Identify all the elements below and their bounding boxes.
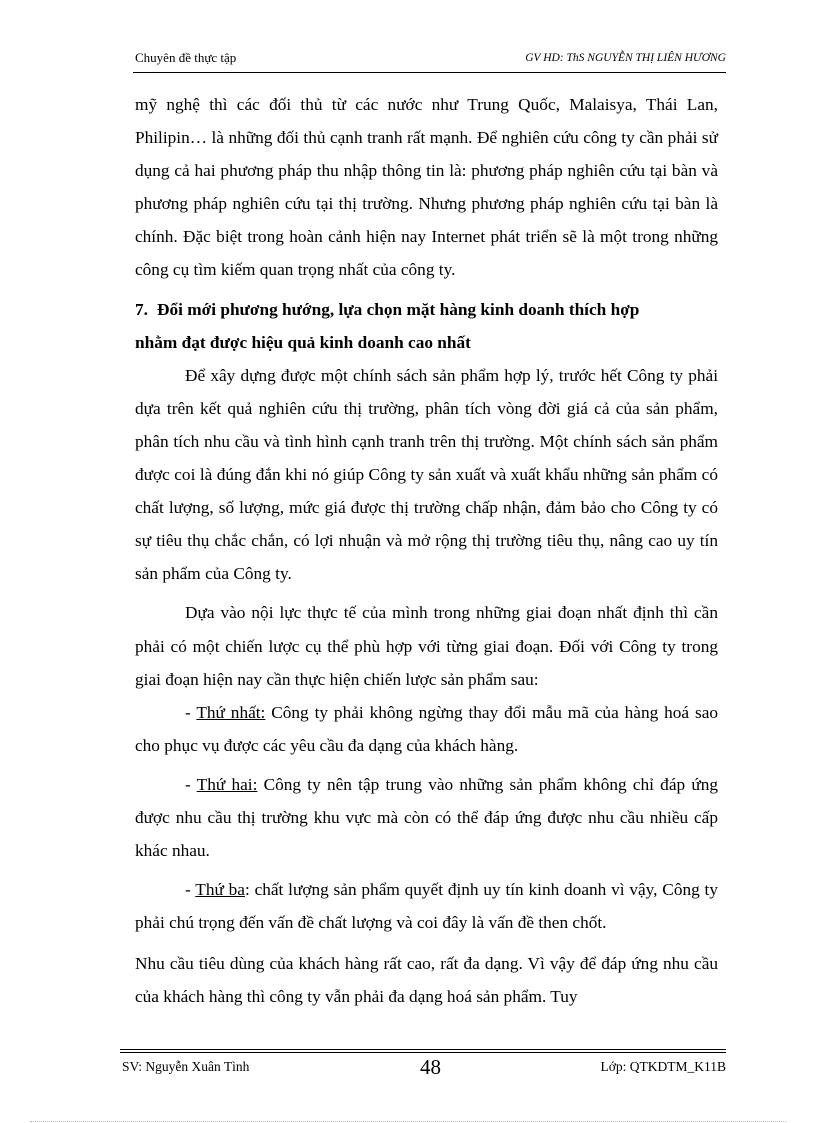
page-bottom-border [30, 1121, 786, 1122]
footer-divider-top [120, 1049, 726, 1050]
list-dash: - [185, 880, 196, 900]
footer-divider-bottom [120, 1052, 726, 1053]
section-heading-line-2: nhằm đạt được hiệu quả kinh doanh cao nhất [135, 332, 471, 352]
page-number: 48 [420, 1055, 441, 1079]
footer-class: Lớp: QTKDTM_K11B [600, 1059, 726, 1074]
list-item-first-label: Thứ nhất: [196, 702, 266, 722]
section-number: 7. [135, 299, 148, 319]
page-header [133, 48, 726, 72]
list-item-second-label: Thứ hai: [196, 774, 258, 794]
paragraph-strategy: Dựa vào nội lực thực tế của mình trong những giai đoạn nhất định thì cần phải có một chiến lược cụ thể phù hợp với từng giai đoạn. Đối với Công ty trong giai đoạn hiện nay cần thực hiện chiến lược sản phẩm sau: [135, 603, 718, 689]
header-divider [133, 72, 726, 73]
list-item-third-text: : chất lượng sản phẩm quyết định uy tín kinh doanh vì vậy, Công ty phải chú trọng đến vấn đề chất lượng và coi đây là vấn đề then chốt. [135, 880, 718, 933]
list-dash: - [185, 774, 197, 794]
page-body [135, 88, 718, 1014]
page-footer [120, 1055, 726, 1085]
section-heading [135, 293, 718, 359]
list-item-third [135, 873, 718, 939]
list-item-second [135, 768, 718, 867]
paragraph-customer-demand: Nhu cầu tiêu dùng của khách hàng rất cao, rất đa dạng. Vì vậy để đáp ứng nhu cầu của khách hàng thì công ty vẫn phải đa dạng hoá sản phẩm. Tuy [135, 954, 718, 1007]
section-heading-line-1: Đổi mới phương hướng, lựa chọn mặt hàng kinh doanh thích hợp [157, 299, 640, 319]
list-item-second-text: Công ty nên tập trung vào những sản phẩm không chỉ đáp ứng được nhu cầu thị trường khu vực mà còn có thể đáp ứng được nhu cầu nhiều cấp khác nhau. [135, 774, 719, 861]
list-item-third-label: Thứ ba [195, 880, 245, 900]
paragraph-product-policy: Để xây dựng được một chính sách sản phẩm hợp lý, trước hết Công ty phải dựa trên kết quả nghiên cứu thị trường, phân tích vòng đời giá cả của sản phẩm, phân tích nhu cầu và tình hình cạnh tranh trên thị trường. Một chính sách sản phẩm được coi là đúng đắn khi nó giúp Công ty sản xuất và xuất khẩu những sản phẩm có chất lượng, số lượng, mức giá được thị trường chấp nhận, đảm bảo cho Công ty có sự tiêu thụ chắc chắn, có lợi nhuận và mở rộng thị trường tiêu thụ, nâng cao uy tín sản phẩm của Công ty. [135, 365, 718, 584]
footer-student-name: SV: Nguyễn Xuân Tình [122, 1059, 250, 1074]
list-item-first-text: Công ty phải không ngừng thay đổi mẫu mã của hàng hoá sao cho phục vụ được các yêu cầu đa dạng của khách hàng. [135, 702, 719, 755]
header-instructor: GV HD: ThS NGUYỄN THỊ LIÊN HƯƠNG [525, 52, 726, 64]
header-document-title: Chuyên đề thực tập [135, 50, 237, 65]
list-item-first [135, 696, 718, 762]
list-dash: - [185, 702, 197, 722]
paragraph-competitors: mỹ nghệ thì các đối thủ từ các nước như Trung Quốc, Malaisya, Thái Lan, Philipin… là những đối thủ cạnh tranh rất mạnh. Để nghiên cứu công ty cần phải sử dụng cả hai phương pháp thu nhập thông tin là: phương pháp nghiên cứu tại bàn và phương pháp nghiên cứu tại thị trường. Nhưng phương pháp nghiên cứu tại bàn là chính. Đặc biệt trong hoàn cảnh hiện nay Internet phát triển sẽ là một trong những công cụ tìm kiếm quan trọng nhất của công ty. [135, 95, 718, 280]
